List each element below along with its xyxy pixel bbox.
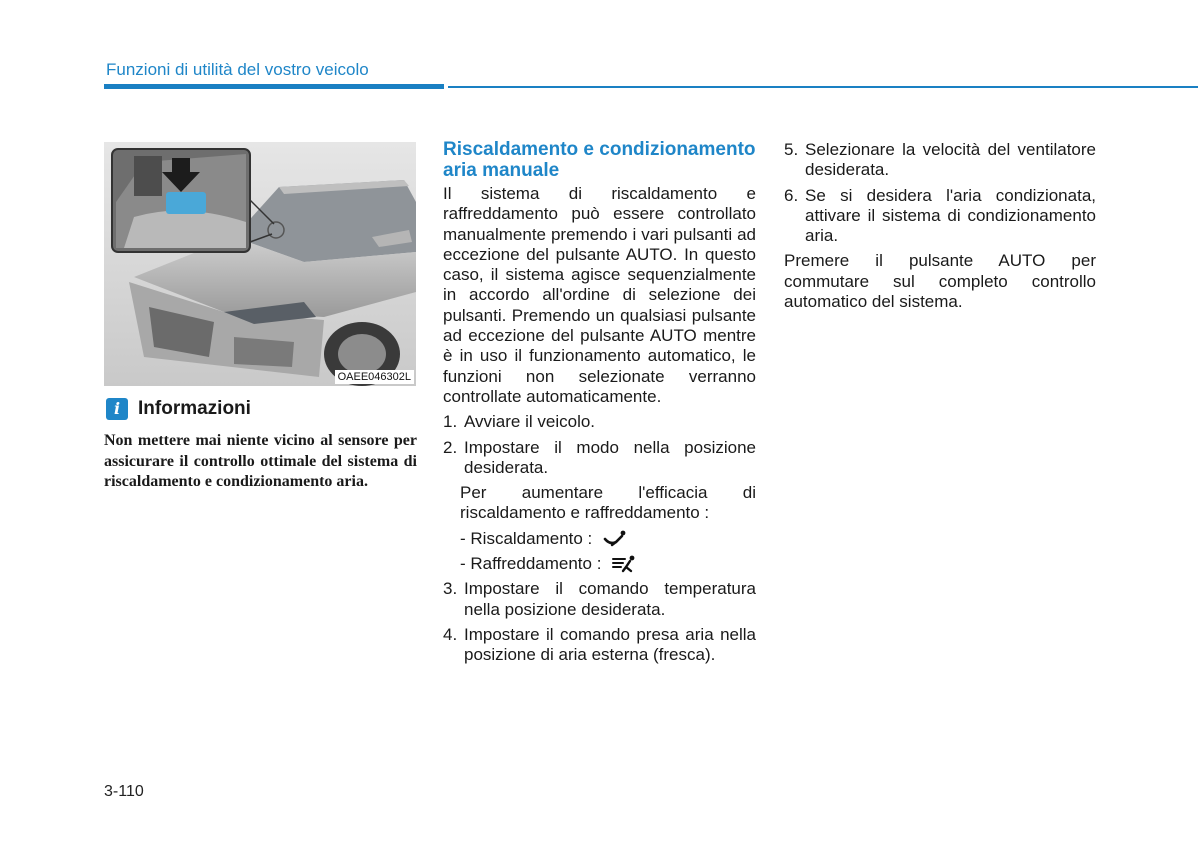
step-text: Impostare il modo nella posizione desiderata. xyxy=(464,437,756,477)
step-number: 6. xyxy=(784,185,799,205)
info-heading xyxy=(106,398,251,420)
step-number: 2. xyxy=(443,437,458,457)
step-item xyxy=(784,140,1096,181)
step-number: 1. xyxy=(443,412,458,432)
step-text: Se si desidera l'aria condizionata, attivare il sistema di condizionamento aria. xyxy=(805,185,1096,246)
figure-code: OAEE046302L xyxy=(335,370,414,384)
column-right xyxy=(784,140,1096,317)
step-text: Impostare il comando presa aria nella posizione di aria esterna (fresca). xyxy=(464,624,756,665)
info-body: Non mettere mai niente vicino al sensore per assicurare il controllo ottimale del sistema di riscaldamento e condizionamento aria. xyxy=(104,432,417,490)
step-number: 3. xyxy=(443,579,458,599)
header-title: Funzioni di utilità del vostro veicolo xyxy=(106,60,369,79)
floor-vent-icon xyxy=(602,530,628,548)
efficiency-note: Per aumentare l'efficacia di riscaldamento e raffreddamento : xyxy=(460,483,756,523)
info-icon: i xyxy=(106,398,128,420)
section-title: Riscaldamento e condizionamento aria manuale xyxy=(443,139,756,181)
cooling-label: - Raffreddamento : xyxy=(460,554,602,574)
car-sensor-illustration xyxy=(104,142,416,386)
face-vent-icon xyxy=(611,555,637,573)
step-text: Impostare il comando temperatura nella posizione desiderata. xyxy=(464,579,756,619)
page-number: 3-110 xyxy=(104,783,144,800)
step-item xyxy=(443,625,756,666)
header-rule-thin xyxy=(448,86,1198,88)
step-item xyxy=(443,412,756,432)
section-intro: Il sistema di riscaldamento e raffreddamento può essere controllato manualmente premendo i vari pulsanti ad eccezione del pulsante AUTO. In questo caso, il sistema agisce sequenzialmente in accordo all'ordine di selezione dei pulsanti. Premendo un qualsiasi pulsante ad eccezione del pulsante AUTO mentre è in uso il funzionamento automatico, le funzioni non selezionate verranno controllate automaticamente. xyxy=(443,184,756,406)
step-text: Avviare il veicolo. xyxy=(464,412,596,432)
step-number: 5. xyxy=(784,140,799,159)
step-text: Selezionare la velocità del ventilatore desiderata. xyxy=(805,140,1096,180)
header-rule-thick xyxy=(104,84,444,89)
cooling-mode-line xyxy=(460,554,756,574)
heating-mode-line xyxy=(460,529,756,549)
column-middle xyxy=(443,140,756,671)
step-item xyxy=(784,186,1096,247)
step-item xyxy=(443,579,756,620)
step-number: 4. xyxy=(443,624,458,644)
closing-paragraph: Premere il pulsante AUTO per commutare sul completo controllo automatico del sistema. xyxy=(784,251,1096,312)
car-illustration-svg xyxy=(104,142,416,386)
step-item xyxy=(443,438,756,479)
info-title: Informazioni xyxy=(138,398,251,419)
heating-label: - Riscaldamento : xyxy=(460,528,593,548)
